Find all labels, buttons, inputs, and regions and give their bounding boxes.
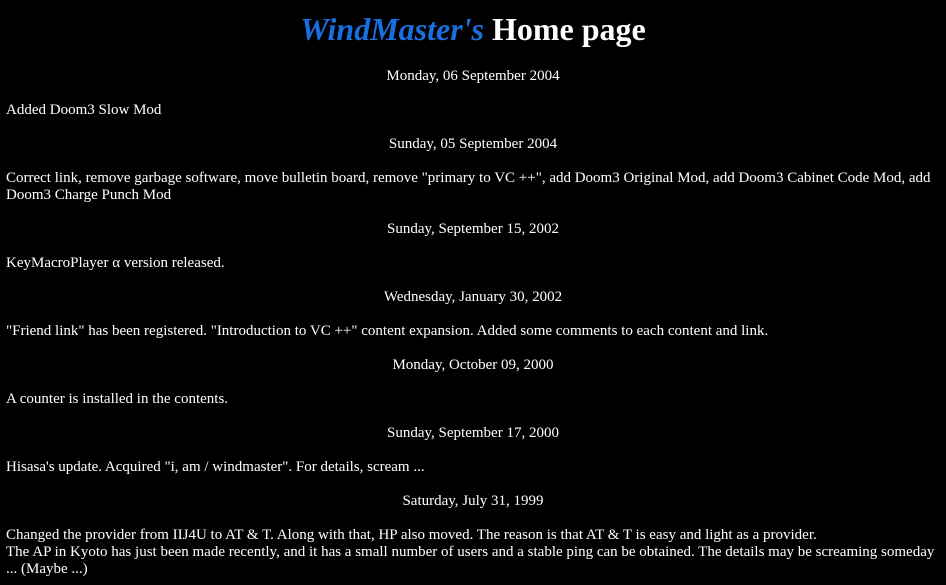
entry-text: A counter is installed in the contents. [6,391,229,407]
entry-text: Correct link, remove garbage software, move bulletin board, remove "primary to VC ++", add Doom3 Original Mod, add Doom3 Cabinet Code Mod, add Doom3 Charge Punch Mod [6,170,931,203]
entry-text: "Friend link" has been registered. "Introduction to VC ++" content expansion. Added some comments to each content and link. [6,323,769,339]
entry-date: Sunday, September 17, 2000 [387,425,559,441]
entry-text: Changed the provider from IIJ4U to AT & T. Along with that, HP also moved. The reason is that AT & T is easy and light as a provider. [6,527,817,543]
entry-date: Monday, 06 September 2004 [386,68,560,84]
entry-date: Monday, October 09, 2000 [392,357,554,373]
page-title [6,0,940,48]
entry-text: Added Doom3 Slow Mod [6,102,162,118]
page-title-suffix: Home page [492,11,646,47]
entry-date: Sunday, September 15, 2002 [387,221,559,237]
update-log [6,68,940,578]
entry-date: Sunday, 05 September 2004 [388,136,558,152]
entry-date: Saturday, July 31, 1999 [402,493,544,509]
entry-text: KeyMacroPlayer α version released. [6,255,225,271]
entry-text: Hisasa's update. Acquired "i, am / windmaster". For details, scream ... [6,459,425,475]
entry-text: The AP in Kyoto has just been made recently, and it has a small number of users and a stable ping can be obtained. The details may be screaming someday ... (Maybe ...) [6,544,935,577]
site-brand-name: WindMaster's [300,11,484,47]
entry-date: Wednesday, January 30, 2002 [383,289,563,305]
